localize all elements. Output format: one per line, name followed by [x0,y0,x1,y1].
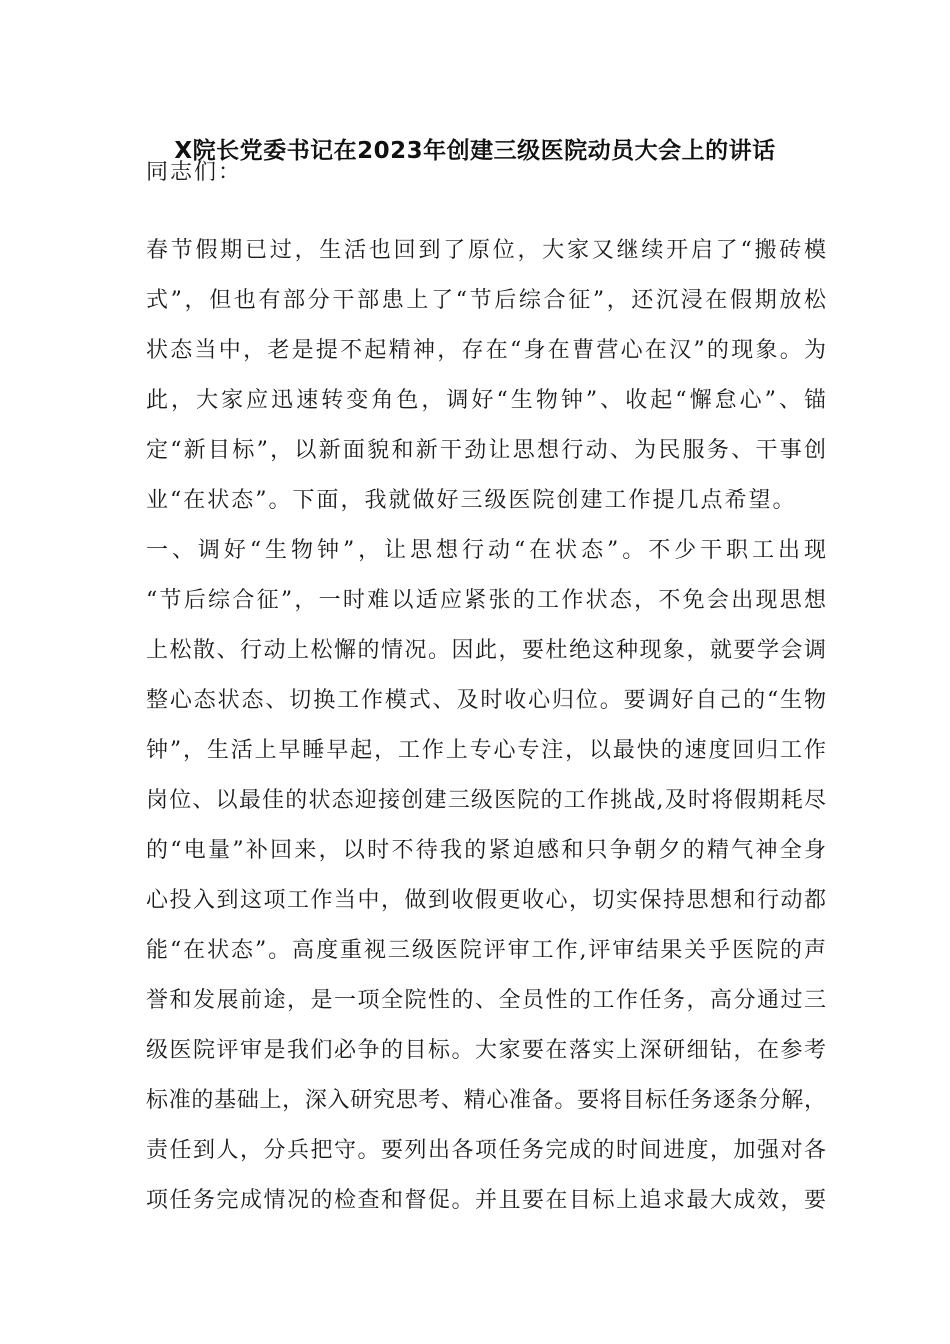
paragraph-line: 能“在状态”。高度重视三级医院评审工作,评审结果关乎医院的声 [146,938,826,963]
paragraph-line: 上松散、行动上松懈的情况。因此，要杜绝这种现象，就要学会调 [146,638,826,663]
paragraph-line: 心投入到这项工作当中，做到收假更收心，切实保持思想和行动都 [146,888,826,913]
paragraph-line: 整心态状态、切换工作模式、及时收心归位。要调好自己的“生物 [146,688,826,713]
paragraph-line: 钟”，生活上早睡早起，工作上专心专注，以最快的速度回归工作 [146,738,826,763]
paragraph-line: 项任务完成情况的检查和督促。并且要在目标上追求最大成效，要 [146,1188,826,1213]
paragraph-line: 誉和发展前途，是一项全院性的、全员性的工作任务，高分通过三 [146,988,826,1013]
paragraph-line: 标准的基础上，深入研究思考、精心准备。要将目标任务逐条分解， [146,1088,826,1113]
paragraph-line: 岗位、以最佳的状态迎接创建三级医院的工作挑战,及时将假期耗尽 [146,788,826,813]
paragraph-line: 春节假期已过，生活也回到了原位，大家又继续开启了“搬砖模 [146,238,826,263]
paragraph-line: “节后综合征”，一时难以适应紧张的工作状态，不免会出现思想 [146,588,826,613]
paragraph-line: 级医院评审是我们必争的目标。大家要在落实上深研细钻，在参考 [146,1038,826,1063]
paragraph-line: 式”，但也有部分干部患上了“节后综合征”，还沉浸在假期放松 [146,288,826,313]
paragraph-line: 一、调好“生物钟”，让思想行动“在状态”。不少干职工出现 [146,538,826,563]
document-title: X院长党委书记在2023年创建三级医院动员大会上的讲话 [174,138,776,164]
paragraph-line: 责任到人，分兵把守。要列出各项任务完成的时间进度，加强对各 [146,1138,826,1163]
paragraph-line: 业“在状态”。下面，我就做好三级医院创建工作提几点希望。 [146,488,797,513]
paragraph-line: 定“新目标”，以新面貌和新干劲让思想行动、为民服务、干事创 [146,438,826,463]
paragraph-line: 此，大家应迅速转变角色，调好“生物钟”、收起“懈怠心”、锚 [146,388,826,413]
salutation: 同志们： [146,160,243,185]
paragraph-line: 状态当中，老是提不起精神，存在“身在曹营心在汉”的现象。为 [146,338,826,363]
paragraph-line: 的“电量”补回来，以时不待我的紧迫感和只争朝夕的精气神全身 [146,838,826,863]
